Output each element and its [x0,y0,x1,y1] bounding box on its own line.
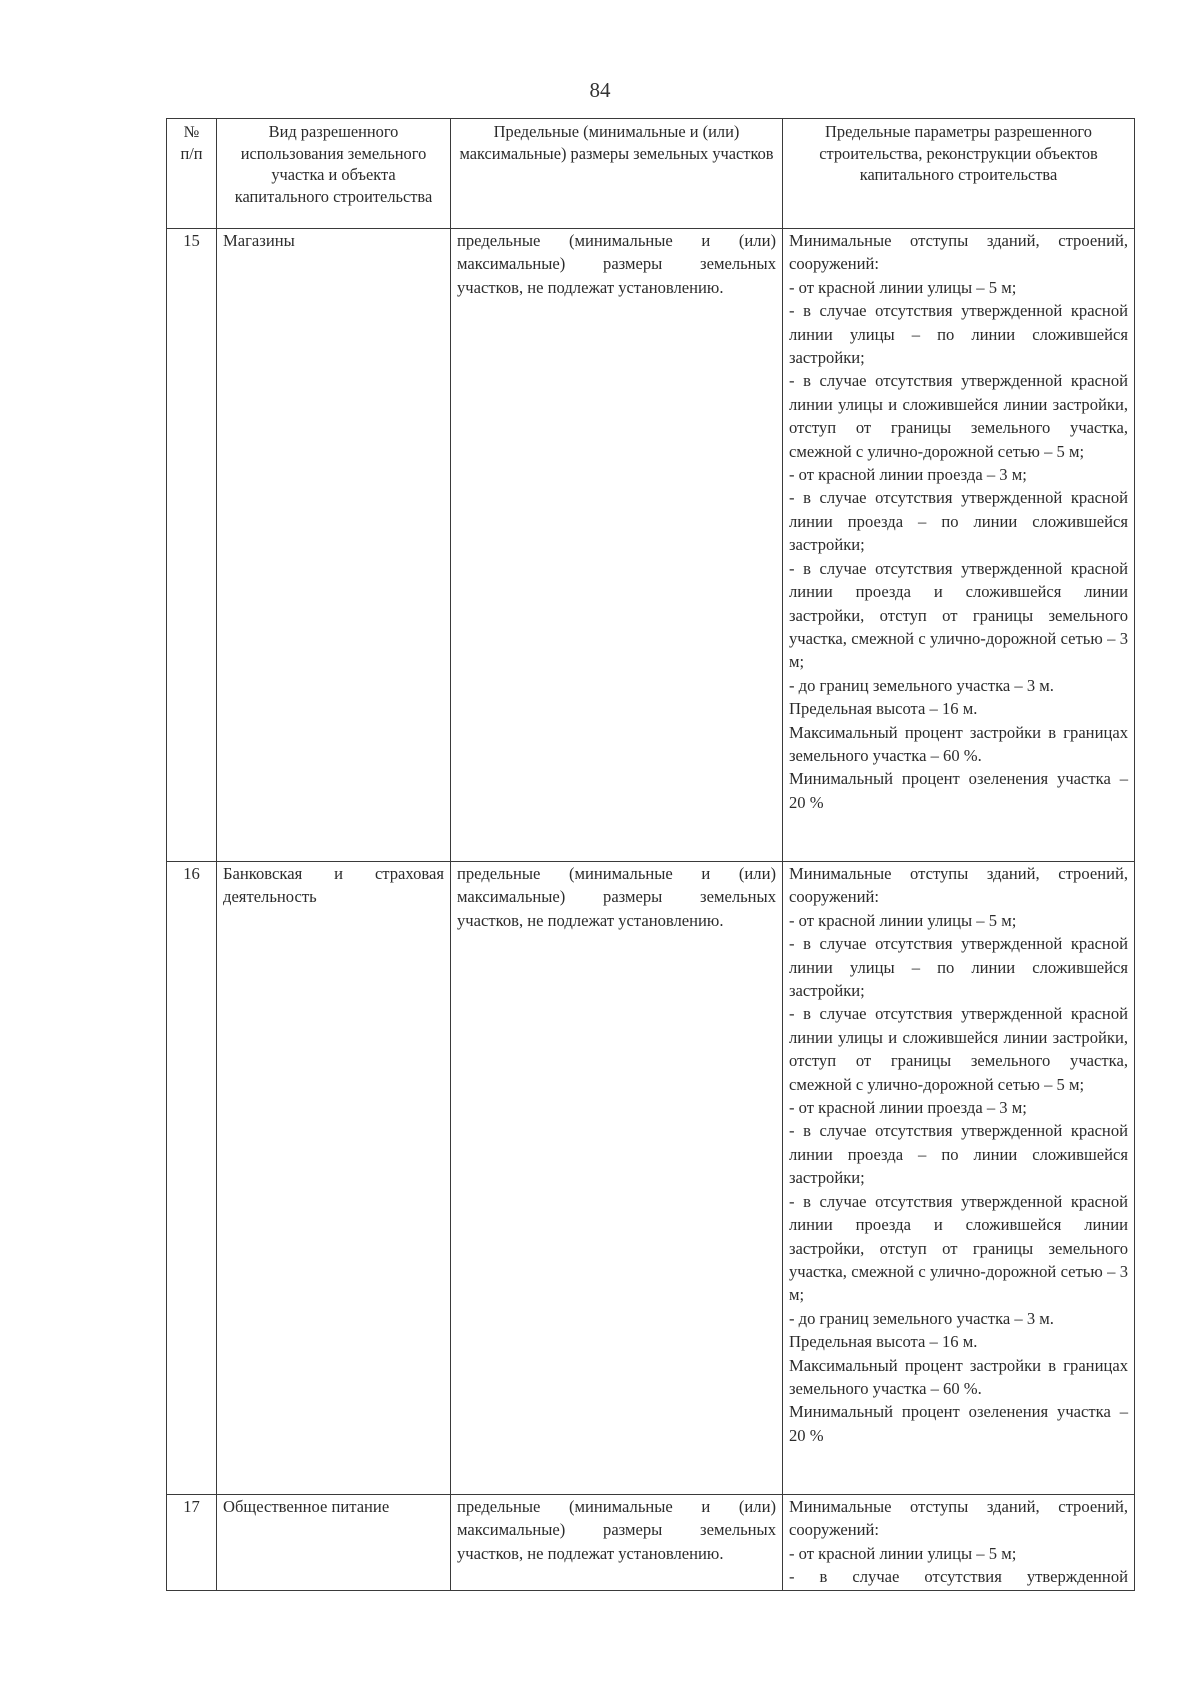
param-line: Минимальный процент озеленения участка – 20 % [789,1402,1128,1445]
table-row [167,229,1135,862]
header-number-abbr: п/п [180,143,203,163]
row-number: 16 [167,862,217,1495]
param-line: - в случае отсутствия утвержденной красной линии проезда – по линии сложившейся застройки; [789,1121,1128,1188]
row-use-type: Банковская и страховая деятельность [217,862,451,1495]
param-line: Минимальный процент озеленения участка – 20 % [789,769,1128,812]
row-build-params [783,1495,1135,1591]
header-build-params: Предельные параметры разрешенного строительства, реконструкции объектов капитального строительства [783,119,1135,229]
row-build-params [783,229,1135,862]
row-plot-sizes: предельные (минимальные и (или) максимальные) размеры земельных участков, не подлежат установлению. [451,229,783,862]
page-number: 84 [589,78,611,102]
param-line: - в случае отсутствия утвержденной [789,1567,1128,1587]
table-header-row [167,119,1135,229]
param-line: Предельная высота – 16 м. [789,1332,978,1352]
param-line: - от красной линии улицы – 5 м; [789,910,1017,930]
param-line: - до границ земельного участка – 3 м. [789,675,1054,695]
row-plot-sizes: предельные (минимальные и (или) максимальные) размеры земельных участков, не подлежат установлению. [451,862,783,1495]
table-row [167,862,1135,1495]
header-number [167,119,217,229]
param-line: - в случае отсутствия утвержденной красной линии проезда – по линии сложившейся застройки; [789,488,1128,555]
row-use-type: Магазины [217,229,451,862]
param-line: - от красной линии проезда – 3 м; [789,1098,1027,1118]
param-line: Минимальные отступы зданий, строений, сооружений: [789,1497,1128,1540]
param-line: - в случае отсутствия утвержденной красной линии улицы и сложившейся линии застройки, отступ от границы земельного участка, смежной с улично-дорожной сетью – 5 м; [789,1004,1128,1094]
param-line: Минимальные отступы зданий, строений, сооружений: [789,231,1128,274]
param-line: - от красной линии проезда – 3 м; [789,465,1027,485]
param-line: - в случае отсутствия утвержденной красной линии улицы – по линии сложившейся застройки; [789,301,1128,368]
param-line: - до границ земельного участка – 3 м. [789,1308,1054,1328]
param-line: - в случае отсутствия утвержденной красной линии проезда и сложившейся линии застройки, отступ от границы земельного участка, смежной с улично-дорожной сетью – 3 м; [789,558,1128,672]
row-build-params [783,862,1135,1495]
header-plot-sizes: Предельные (минимальные и (или) максимальные) размеры земельных участков [451,119,783,229]
row-number: 17 [167,1495,217,1591]
row-use-type: Общественное питание [217,1495,451,1591]
param-line: Максимальный процент застройки в границах земельного участка – 60 %. [789,1355,1128,1398]
param-line: Максимальный процент застройки в границах земельного участка – 60 %. [789,722,1128,765]
param-line: - в случае отсутствия утвержденной красной линии улицы и сложившейся линии застройки, отступ от границы земельного участка, смежной с улично-дорожной сетью – 5 м; [789,371,1128,461]
param-line: Предельная высота – 16 м. [789,699,978,719]
header-number-sign: № [183,122,200,141]
row-plot-sizes: предельные (минимальные и (или) максимальные) размеры земельных участков, не подлежат установлению. [451,1495,783,1591]
table-row [167,1495,1135,1591]
land-use-parameters-table [166,118,1135,1591]
header-use-type: Вид разрешенного использования земельного участка и объекта капитального строительства [217,119,451,229]
param-line: - от красной линии улицы – 5 м; [789,1543,1017,1563]
param-line: - в случае отсутствия утвержденной красной линии проезда и сложившейся линии застройки, отступ от границы земельного участка, смежной с улично-дорожной сетью – 3 м; [789,1191,1128,1305]
param-line: - в случае отсутствия утвержденной красной линии улицы – по линии сложившейся застройки; [789,934,1128,1001]
row-number: 15 [167,229,217,862]
param-line: - от красной линии улицы – 5 м; [789,277,1017,297]
param-line: Минимальные отступы зданий, строений, сооружений: [789,864,1128,907]
